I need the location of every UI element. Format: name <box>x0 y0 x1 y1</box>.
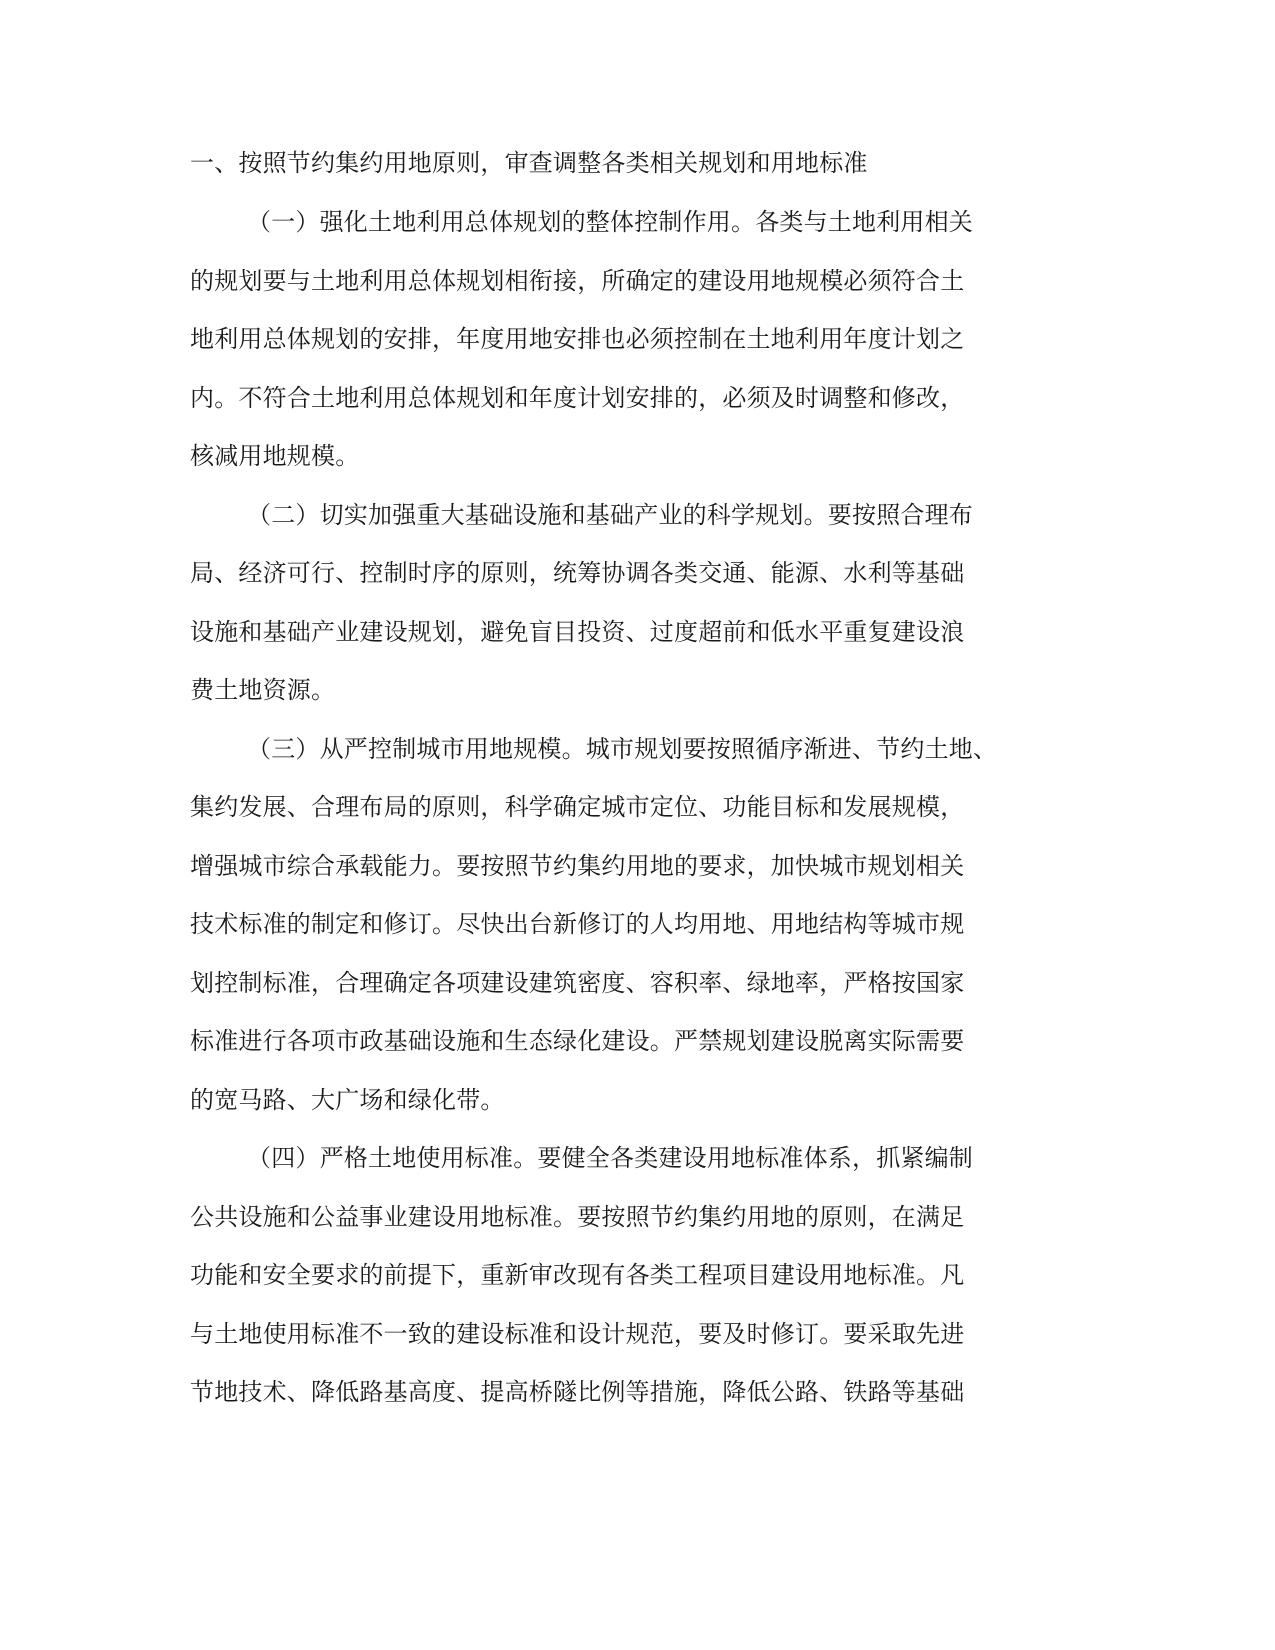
text-line: 划控制标准，合理确定各项建设建筑密度、容积率、绿地率，严格按国家 <box>190 969 965 997</box>
text-line: 与土地使用标准不一致的建设标准和设计规范，要及时修订。要采取先进 <box>190 1320 965 1348</box>
text-line: （四）严格土地使用标准。要健全各类建设用地标准体系，抓紧编制 <box>247 1144 973 1172</box>
text-line: 的宽马路、大广场和绿化带。 <box>190 1086 505 1114</box>
text-line: （一）强化土地利用总体规划的整体控制作用。各类与土地利用相关 <box>247 208 973 236</box>
text-line: 核减用地规模。 <box>190 442 360 470</box>
text-line: （三）从严控制城市用地规模。城市规划要按照循序渐进、节约土地、 <box>247 735 998 763</box>
text-line: 公共设施和公益事业建设用地标准。要按照节约集约用地的原则，在满足 <box>190 1203 965 1231</box>
text-line: 设施和基础产业建设规划，避免盲目投资、过度超前和低水平重复建设浪 <box>190 618 965 646</box>
text-line: 增强城市综合承载能力。要按照节约集约用地的要求，加快城市规划相关 <box>190 852 965 880</box>
text-line: 节地技术、降低路基高度、提高桥隧比例等措施，降低公路、铁路等基础 <box>190 1378 965 1406</box>
text-line: （二）切实加强重大基础设施和基础产业的科学规划。要按照合理布 <box>247 501 973 529</box>
text-line: 费土地资源。 <box>190 676 336 704</box>
text-line: 局、经济可行、控制时序的原则，统筹协调各类交通、能源、水利等基础 <box>190 559 965 587</box>
text-line: 标准进行各项市政基础设施和生态绿化建设。严禁规划建设脱离实际需要 <box>190 1027 965 1055</box>
section-heading: 一、按照节约集约用地原则，审查调整各类相关规划和用地标准 <box>190 149 868 177</box>
text-line: 技术标准的制定和修订。尽快出台新修订的人均用地、用地结构等城市规 <box>190 910 965 938</box>
text-line: 内。不符合土地利用总体规划和年度计划安排的，必须及时调整和修改， <box>190 384 965 412</box>
text-line: 集约发展、合理布局的原则，科学确定城市定位、功能目标和发展规模， <box>190 793 965 821</box>
text-line: 的规划要与土地利用总体规划相衔接，所确定的建设用地规模必须符合土 <box>190 267 965 295</box>
text-line: 地利用总体规划的安排，年度用地安排也必须控制在土地利用年度计划之 <box>190 325 965 353</box>
text-line: 功能和安全要求的前提下，重新审改现有各类工程项目建设用地标准。凡 <box>190 1261 965 1289</box>
